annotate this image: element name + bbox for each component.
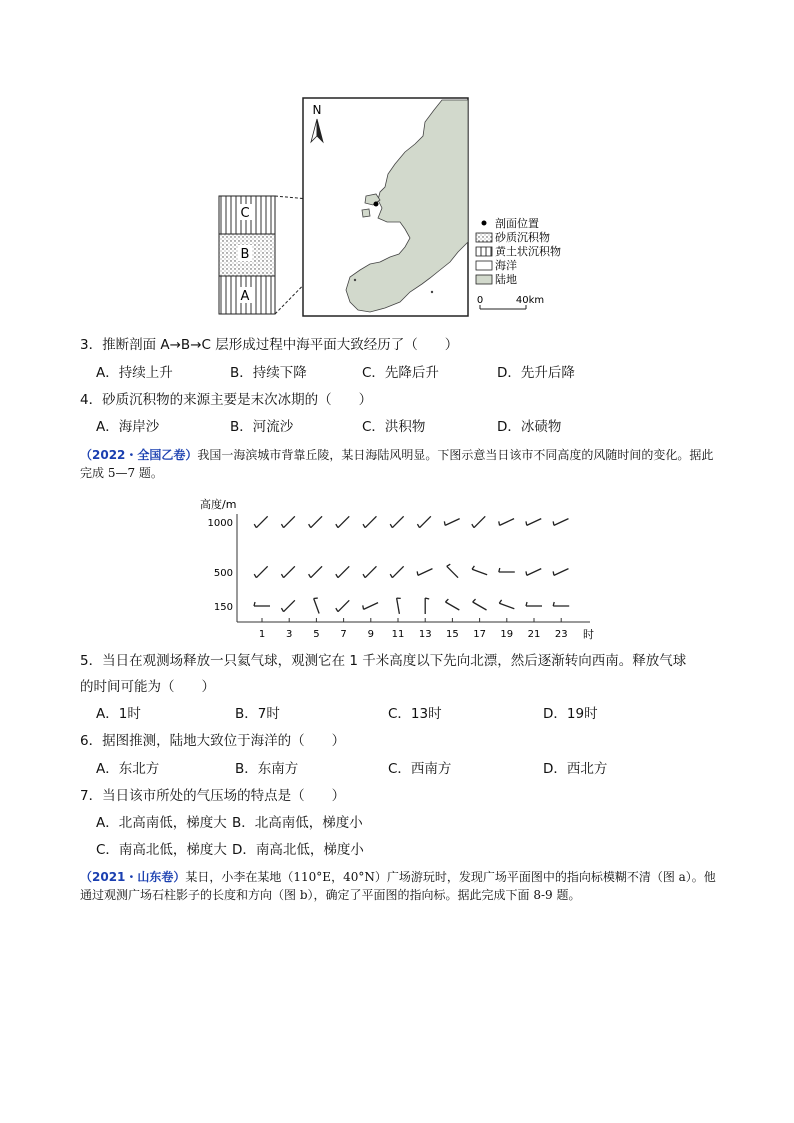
wind-barb <box>553 569 568 576</box>
wind-barb <box>472 516 485 527</box>
wind-barb <box>425 598 429 614</box>
question-5-option-c[interactable]: C．13时 <box>388 706 442 722</box>
wind-barb <box>499 568 515 572</box>
legend-stripes-box-icon <box>476 247 492 256</box>
x-tick-label: 21 <box>527 629 541 640</box>
question-6-option-a[interactable]: A．东北方 <box>96 761 160 777</box>
source-2021-paragraph <box>80 868 720 904</box>
island-2 <box>362 209 370 217</box>
map-figure <box>210 92 580 322</box>
question-4-option-d[interactable]: D．冰碛物 <box>497 419 562 435</box>
legend-label-ocean: 海洋 <box>495 259 517 272</box>
question-4-stem: 4．砂质沉积物的来源主要是末次冰期的（ ） <box>80 392 373 408</box>
wind-barb <box>281 566 294 577</box>
wind-barb <box>499 600 514 609</box>
wind-barb <box>417 516 430 527</box>
wind-barb <box>336 516 349 527</box>
source-2022-paragraph <box>80 446 720 482</box>
question-3-option-b[interactable]: B．持续下降 <box>230 365 307 381</box>
wind-barb <box>254 566 267 577</box>
north-label: N <box>312 103 322 117</box>
x-tick-label: 3 <box>286 629 293 640</box>
x-tick-label: 1 <box>258 629 266 640</box>
legend-dot-icon <box>482 221 487 226</box>
x-tick-label: 11 <box>391 629 405 640</box>
question-5-stem-continued: 的时间可能为（ ） <box>80 679 215 695</box>
wind-barb <box>336 566 349 577</box>
legend-label-profile: 剖面位置 <box>495 217 539 230</box>
map-legend <box>476 216 561 309</box>
wind-barb <box>363 603 378 610</box>
question-5-stem: 5．当日在观测场释放一只氦气球，观测它在 1 千米高度以下先向北漂，然后逐渐转向西南。释放气球 <box>80 653 687 669</box>
wind-barb <box>254 602 270 606</box>
source-2022-tag: （2022・全国乙卷） <box>80 448 198 462</box>
y-tick-label: 150 <box>213 602 233 613</box>
wind-barb <box>363 566 376 577</box>
legend-land-box-icon <box>476 275 492 284</box>
question-3-option-a[interactable]: A．持续上升 <box>96 365 173 381</box>
x-tick-label: 17 <box>473 629 486 640</box>
legend-dots-box-icon <box>476 233 492 242</box>
question-4-option-b[interactable]: B．河流沙 <box>230 419 294 435</box>
source-2022-text: 我国一海滨城市背靠丘陵，某日海陆风明显。下图示意当日该市不同高度的风随时间的变化。据此完成 5—7 题。 <box>80 448 714 480</box>
question-4-option-c[interactable]: C．洪积物 <box>362 419 426 435</box>
wind-barb <box>444 519 459 526</box>
island-3 <box>354 279 356 281</box>
question-7-option-a[interactable]: A．北高南低，梯度大 <box>96 815 227 831</box>
question-7-stem: 7．当日该市所处的气压场的特点是（ ） <box>80 788 346 804</box>
layer-a-label: A <box>240 289 250 304</box>
source-2021-text: 某日，小李在某地（110°E，40°N）广场游玩时，发现广场平面图中的指向标模糊不清（图 a）。他通过观测广场石柱影子的长度和方向（图 b），确定了平面图的指向标。据此完成下面 8-9 题。 <box>80 870 716 902</box>
question-7-option-b[interactable]: B．北高南低，梯度小 <box>232 815 363 831</box>
legend-ocean-box-icon <box>476 261 492 270</box>
question-3-option-c[interactable]: C．先降后升 <box>362 365 439 381</box>
wind-barb <box>472 566 487 575</box>
wind-barb <box>473 599 487 610</box>
wind-chart <box>195 492 605 642</box>
question-6-stem: 6．据图推测，陆地大致位于海洋的（ ） <box>80 733 346 749</box>
question-3-option-d[interactable]: D．先升后降 <box>497 365 575 381</box>
wind-barb <box>447 564 458 577</box>
chart-y-axis-label: 高度/m <box>200 498 237 511</box>
question-6-option-b[interactable]: B．东南方 <box>235 761 299 777</box>
wind-barb <box>417 569 432 576</box>
scale-end: 40km <box>515 295 545 306</box>
x-tick-label: 23 <box>554 629 568 640</box>
chart-x-axis-label: 时 <box>583 628 594 641</box>
question-5-option-b[interactable]: B．7时 <box>235 706 280 722</box>
legend-label-loess: 黄土状沉积物 <box>495 245 561 258</box>
wind-barb <box>254 516 267 527</box>
wind-barb <box>526 569 541 576</box>
question-7-option-d[interactable]: D．南高北低，梯度小 <box>232 842 364 858</box>
wind-barb <box>499 519 514 526</box>
wind-barb <box>390 566 403 577</box>
question-4-option-a[interactable]: A．海岸沙 <box>96 419 160 435</box>
question-3-stem: 3．推断剖面 A→B→C 层形成过程中海平面大致经历了（ ） <box>80 337 459 353</box>
x-tick-label: 15 <box>446 629 459 640</box>
x-tick-label: 13 <box>418 629 432 640</box>
wind-barb <box>281 600 294 611</box>
x-tick-label: 7 <box>340 629 347 640</box>
wind-barb <box>314 598 319 613</box>
question-6-option-c[interactable]: C．西南方 <box>388 761 452 777</box>
x-tick-label: 19 <box>500 629 514 640</box>
scale-zero: 0 <box>476 295 484 306</box>
wind-barb <box>363 516 376 527</box>
y-tick-label: 500 <box>213 568 233 579</box>
wind-barb <box>553 519 568 526</box>
wind-barb <box>397 598 401 614</box>
layer-b-label: B <box>240 247 250 262</box>
island-4 <box>431 291 433 293</box>
source-2021-tag: （2021・山东卷） <box>80 870 186 884</box>
wind-barb <box>390 516 403 527</box>
wind-barb <box>309 566 322 577</box>
legend-label-land: 陆地 <box>495 273 517 286</box>
x-tick-label: 9 <box>367 629 374 640</box>
legend-label-sand: 砂质沉积物 <box>495 231 550 244</box>
profile-location-dot <box>374 202 379 207</box>
stratigraphic-column <box>219 196 275 314</box>
wind-barb <box>526 519 541 526</box>
question-5-option-d[interactable]: D．19时 <box>543 706 598 722</box>
y-tick-label: 1000 <box>207 518 233 529</box>
x-tick-label: 5 <box>313 629 320 640</box>
wind-barb <box>553 602 569 606</box>
question-7-option-c[interactable]: C．南高北低，梯度大 <box>96 842 227 858</box>
wind-barb <box>336 600 349 611</box>
wind-barb <box>526 602 542 606</box>
layer-c-label: C <box>240 206 250 221</box>
question-5-option-a[interactable]: A．1时 <box>96 706 141 722</box>
wind-barb <box>281 516 294 527</box>
question-6-option-d[interactable]: D．西北方 <box>543 761 608 777</box>
wind-barb <box>445 599 459 610</box>
wind-barb <box>309 516 322 527</box>
